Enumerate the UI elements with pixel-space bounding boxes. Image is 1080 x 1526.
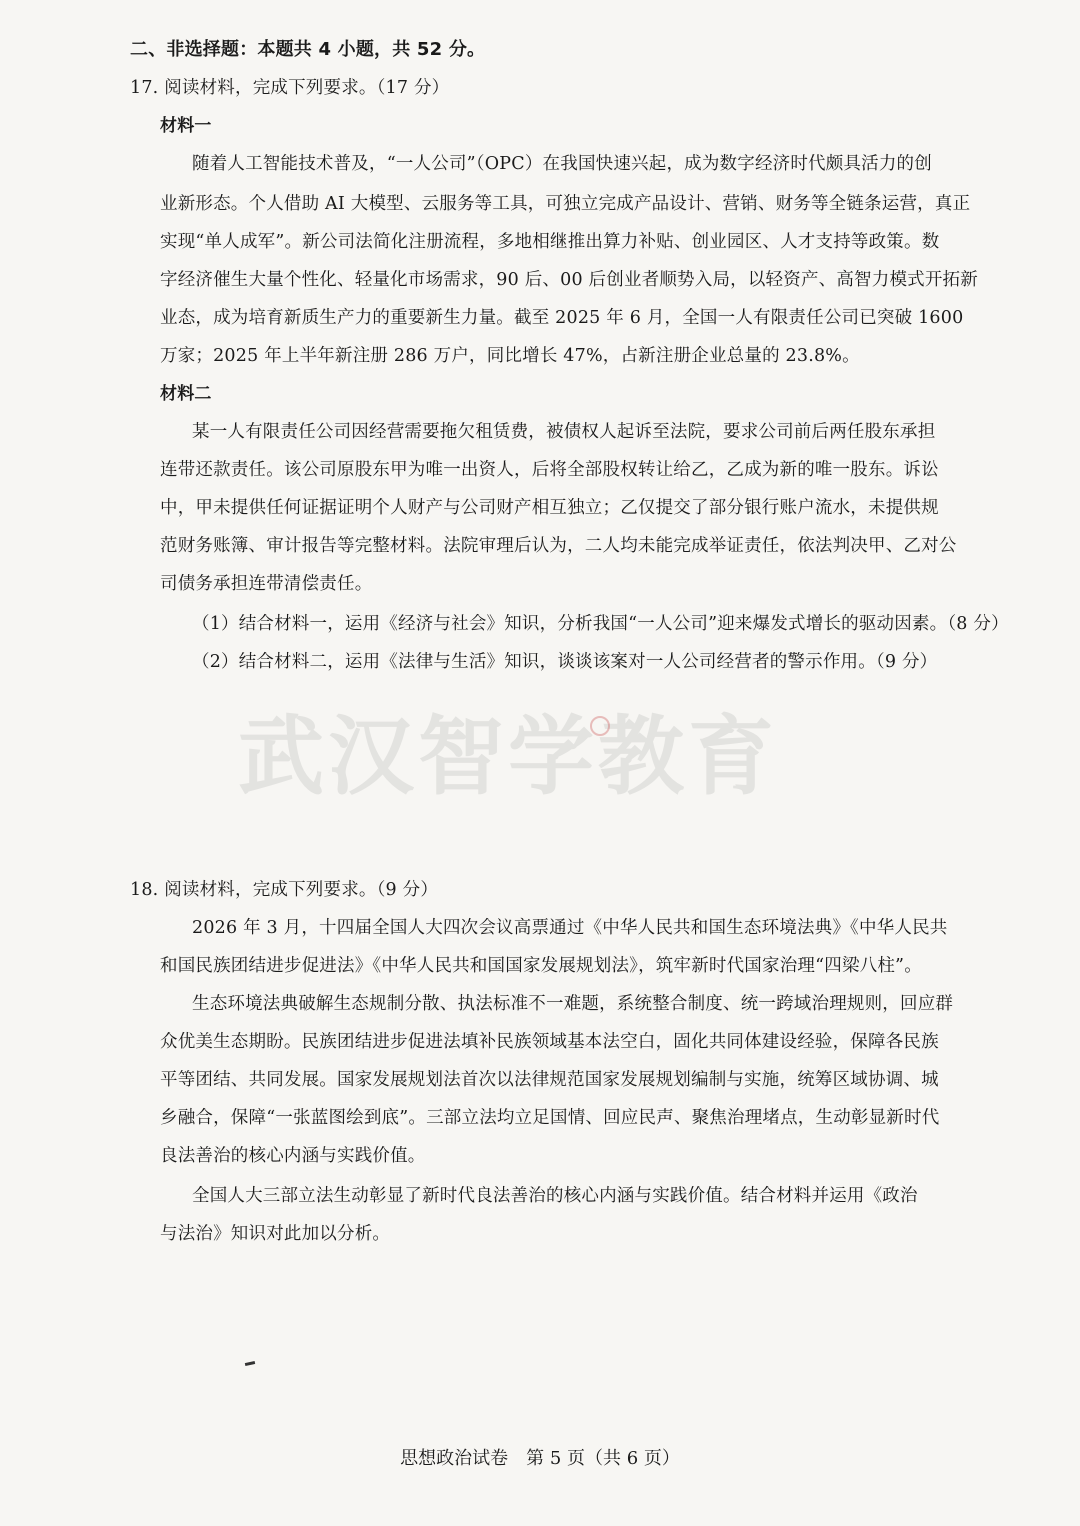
question-18-prompt: 18. 阅读材料，完成下列要求。（9 分）	[130, 880, 439, 900]
question-18-line: 众优美生态期盼。民族团结进步促进法填补民族领域基本法空白，固化共同体建设经验，保障各民族	[160, 1032, 939, 1052]
question-18-line: 平等团结、共同发展。国家发展规划法首次以法律规范国家发展规划编制与实施，统筹区域协调、城	[160, 1070, 939, 1090]
question-17-sub-1: （1）结合材料一，运用《经济与社会》知识，分析我国“一人公司”迎来爆发式增长的驱动因素。（8 分）	[192, 614, 1009, 634]
watermark-seal-icon	[590, 716, 610, 736]
material-2-line: 某一人有限责任公司因经营需要拖欠租赁费，被债权人起诉至法院，要求公司前后两任股东承担	[192, 422, 936, 442]
material-2-line: 连带还款责任。该公司原股东甲为唯一出资人，后将全部股权转让给乙，乙成为新的唯一股东。诉讼	[160, 460, 939, 480]
material-2-line: 中，甲未提供任何证据证明个人财产与公司财产相互独立；乙仅提交了部分银行账户流水，未提供规	[160, 498, 939, 518]
question-18-line: 2026 年 3 月，十四届全国人大四次会议高票通过《中华人民共和国生态环境法典》《中华人民共	[192, 918, 948, 938]
page-footer: 思想政治试卷 第 5 页（共 6 页）	[400, 1448, 680, 1469]
question-18-line: 良法善治的核心内涵与实践价值。	[160, 1146, 426, 1166]
watermark: 武汉智学教育	[238, 707, 778, 807]
scan-artifact	[245, 1361, 255, 1366]
material-1-line: 万家；2025 年上半年新注册 286 万户，同比增长 47%，占新注册企业总量的 23.8%。	[160, 346, 860, 366]
material-2-title: 材料二	[160, 384, 212, 404]
question-18-line: 和国民族团结进步促进法》《中华人民共和国国家发展规划法》，筑牢新时代国家治理“四梁八柱”。	[160, 956, 922, 976]
question-17-sub-2: （2）结合材料二，运用《法律与生活》知识，谈谈该案对一人公司经营者的警示作用。（9 分）	[192, 652, 938, 672]
section-header: 二、非选择题：本题共 4 小题，共 52 分。	[130, 39, 486, 60]
material-1-line: 随着人工智能技术普及，“一人公司”（OPC）在我国快速兴起，成为数字经济时代颇具活力的创	[192, 154, 932, 174]
material-2-line: 司债务承担连带清偿责任。	[160, 574, 373, 594]
question-18-line: 全国人大三部立法生动彰显了新时代良法善治的核心内涵与实践价值。结合材料并运用《政治	[192, 1186, 918, 1206]
material-1-line: 业新形态。个人借助 AI 大模型、云服务等工具，可独立完成产品设计、营销、财务等全链条运营，真正	[160, 194, 971, 214]
question-18-line: 与法治》知识对此加以分析。	[160, 1224, 391, 1244]
material-1-title: 材料一	[160, 116, 212, 136]
question-17-prompt: 17. 阅读材料，完成下列要求。（17 分）	[130, 78, 450, 98]
question-18-line: 生态环境法典破解生态规制分散、执法标准不一难题，系统整合制度、统一跨域治理规则，回应群	[192, 994, 954, 1014]
material-2-line: 范财务账簿、审计报告等完整材料。法院审理后认为，二人均未能完成举证责任，依法判决甲、乙对公	[160, 536, 957, 556]
question-18-line: 乡融合，保障“一张蓝图绘到底”。三部立法均立足国情、回应民声、聚焦治理堵点，生动彰显新时代	[160, 1108, 940, 1128]
material-1-line: 字经济催生大量个性化、轻量化市场需求，90 后、00 后创业者顺势入局，以轻资产、高智力模式开拓新	[160, 270, 978, 290]
material-1-line: 业态，成为培育新质生产力的重要新生力量。截至 2025 年 6 月，全国一人有限责任公司已突破 1600	[160, 308, 964, 328]
material-1-line: 实现“单人成军”。新公司法简化注册流程，多地相继推出算力补贴、创业园区、人才支持等政策。数	[160, 232, 940, 252]
